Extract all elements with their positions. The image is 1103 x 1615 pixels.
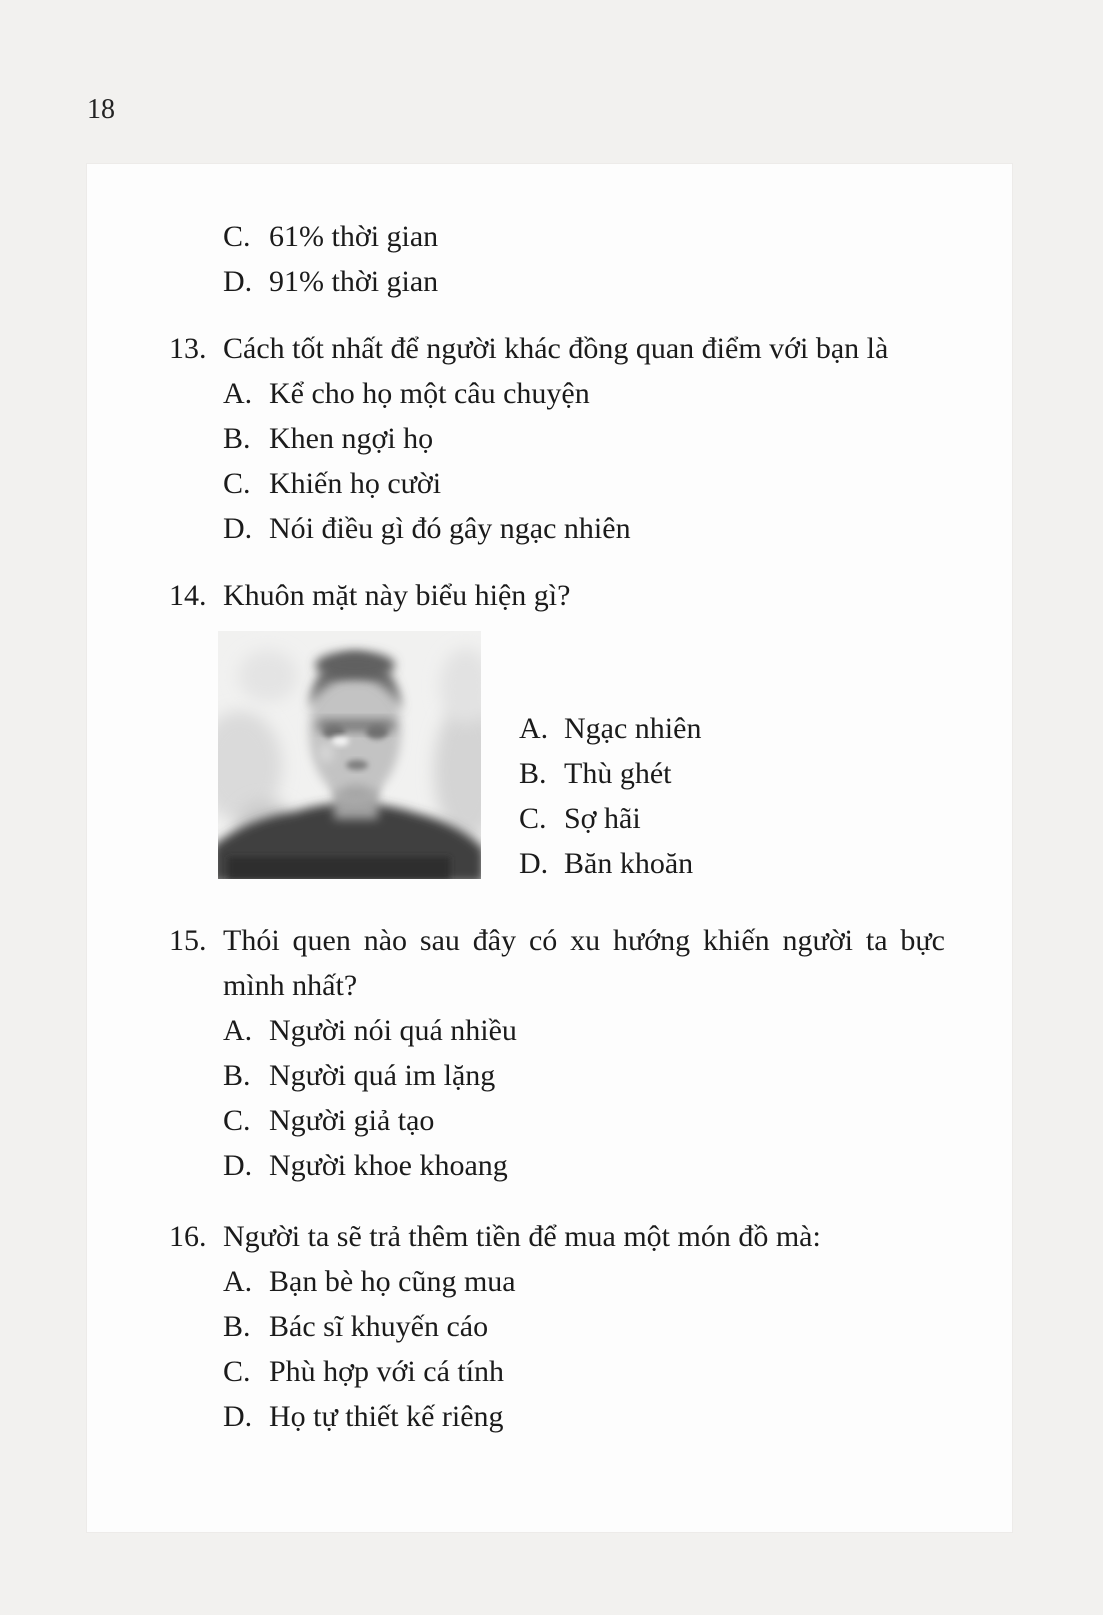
option-letter: D.	[223, 265, 253, 298]
option-text: Người khoe khoang	[269, 1149, 508, 1182]
option-text: Người quá im lặng	[269, 1059, 496, 1092]
page-number: 18	[87, 94, 115, 125]
option-letter: A.	[223, 1014, 253, 1047]
option-text: Băn khoăn	[564, 847, 694, 880]
option-letter: A.	[519, 712, 549, 745]
option-text: Họ tự thiết kế riêng	[269, 1400, 504, 1433]
option-row	[223, 1008, 945, 1053]
question-text: Thói quen nào sau đây có xu hướng khiến người ta bực mình nhất?	[223, 924, 945, 1002]
option-text: Nói điều gì đó gây ngạc nhiên	[269, 512, 631, 545]
option-letter: C.	[223, 467, 251, 500]
option-text: Phù hợp với cá tính	[269, 1355, 505, 1388]
option-text: Bác sĩ khuyến cáo	[269, 1310, 489, 1343]
option-row	[223, 259, 945, 304]
option-letter: D.	[223, 1149, 253, 1182]
option-row	[519, 796, 701, 841]
question-number: 15.	[169, 924, 207, 957]
question-text: Cách tốt nhất để người khác đồng quan điểm với bạn là	[223, 332, 889, 365]
option-text: Bạn bè họ cũng mua	[269, 1265, 516, 1298]
option-row	[223, 1304, 945, 1349]
question-text: Người ta sẽ trả thêm tiền để mua một món đồ mà:	[223, 1220, 821, 1253]
question-line	[169, 326, 945, 371]
option-letter: C.	[223, 220, 251, 253]
option-row	[223, 416, 945, 461]
question-line	[169, 918, 945, 1008]
option-letter: C.	[519, 802, 547, 835]
option-letter: A.	[223, 377, 253, 410]
option-row	[223, 1098, 945, 1143]
option-row	[223, 506, 945, 551]
option-letter: D.	[519, 847, 549, 880]
option-text: Kể cho họ một câu chuyện	[269, 377, 590, 410]
option-text: Khiến họ cười	[269, 467, 442, 500]
question-14	[169, 573, 945, 886]
question-15-options	[223, 1008, 945, 1188]
option-text: Khen ngợi họ	[269, 422, 434, 455]
option-text: Thù ghét	[564, 757, 672, 790]
page-content	[169, 214, 945, 1439]
option-letter: B.	[519, 757, 547, 790]
question-line	[169, 1214, 945, 1259]
blurred-face-photo	[218, 631, 481, 879]
option-row	[223, 1259, 945, 1304]
question-16	[169, 1214, 945, 1439]
option-row	[223, 461, 945, 506]
question-number: 14.	[169, 579, 207, 612]
option-letter: A.	[223, 1265, 253, 1298]
question-13-options	[223, 371, 945, 551]
option-letter: C.	[223, 1355, 251, 1388]
option-text: Ngạc nhiên	[564, 712, 702, 745]
question-16-options	[223, 1259, 945, 1439]
question-15	[169, 918, 945, 1188]
question-text: Khuôn mặt này biểu hiện gì?	[223, 579, 571, 612]
option-text: 91% thời gian	[269, 265, 439, 298]
option-text: Người giả tạo	[269, 1104, 435, 1137]
option-text: Người nói quá nhiều	[269, 1014, 517, 1047]
option-letter: D.	[223, 512, 253, 545]
option-row	[519, 751, 701, 796]
option-row	[223, 371, 945, 416]
option-letter: B.	[223, 1310, 251, 1343]
question-14-media-row	[218, 631, 945, 886]
option-letter: C.	[223, 1104, 251, 1137]
question-number: 16.	[169, 1220, 207, 1253]
question-14-options	[519, 706, 701, 886]
option-letter: B.	[223, 422, 251, 455]
option-letter: D.	[223, 1400, 253, 1433]
option-row	[223, 1053, 945, 1098]
question-number: 13.	[169, 332, 207, 365]
option-text: Sợ hãi	[564, 802, 641, 835]
question-13	[169, 326, 945, 551]
document-page	[86, 163, 1013, 1533]
option-row	[223, 1349, 945, 1394]
option-row	[223, 214, 945, 259]
option-letter: B.	[223, 1059, 251, 1092]
question-line	[169, 573, 945, 618]
option-row	[223, 1394, 945, 1439]
option-text: 61% thời gian	[269, 220, 439, 253]
option-row	[223, 1143, 945, 1188]
option-row	[519, 706, 701, 751]
option-row	[519, 841, 701, 886]
leftover-options	[223, 214, 945, 304]
